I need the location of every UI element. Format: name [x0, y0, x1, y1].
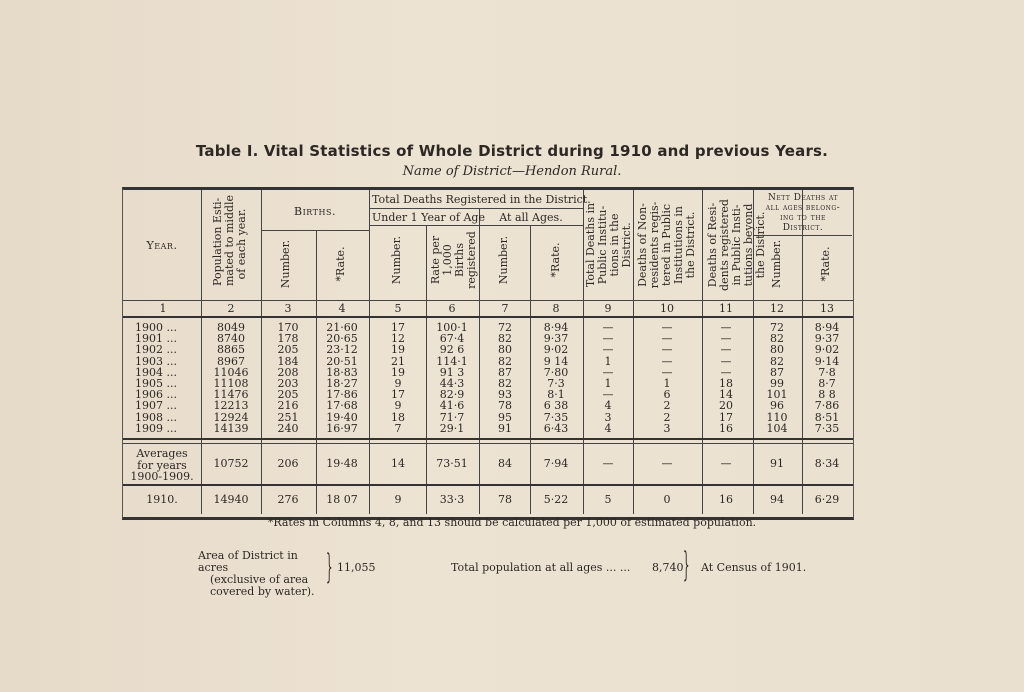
- table-cell: —: [602, 343, 614, 357]
- table-cell: 170: [277, 321, 299, 334]
- table-cell: 82: [770, 332, 784, 346]
- non-residents-header: Deaths of Non- residents regis- tered in Public Institutions in the District.: [636, 201, 697, 289]
- column-number: 9: [604, 302, 612, 315]
- table-cell: 11476: [213, 388, 249, 402]
- table-cell: 19: [391, 365, 405, 379]
- table-cell: 205: [277, 388, 299, 402]
- table-cell: 3: [663, 421, 671, 435]
- table-cell: 33·3: [439, 493, 465, 506]
- table-cell: 9 14: [543, 354, 569, 368]
- population-header: Population Esti- mated to middle of each year.: [211, 194, 248, 286]
- table-cell: 8·94: [814, 321, 840, 334]
- under1-header: Under 1 Year of Age: [372, 211, 485, 224]
- table-cell: 21·60: [326, 321, 358, 334]
- table-cell: 114·1: [436, 354, 468, 368]
- table-cell: 17: [391, 388, 405, 402]
- table-cell: 2: [663, 410, 671, 424]
- table-cell: 12: [391, 332, 405, 346]
- table-cell: 8·1: [547, 388, 565, 402]
- table-cell: 240: [277, 421, 299, 435]
- column-number: 10: [660, 302, 674, 315]
- table-cell-year: 1903 ...: [135, 354, 177, 368]
- table-cell: 203: [277, 377, 299, 390]
- table-cell: 72: [498, 321, 512, 334]
- nett-deaths-header: Nett Deaths at all ages belong- ing to the District.: [765, 193, 841, 233]
- table-cell: 18·27: [326, 377, 358, 390]
- table-cell: —: [602, 388, 614, 402]
- table-cell: 7·86: [814, 399, 840, 413]
- table-cell: 276: [277, 493, 299, 506]
- table-cell: 11046: [213, 365, 249, 379]
- table-cell: 82·9: [439, 388, 465, 402]
- table-cell: 18: [391, 410, 405, 424]
- table-cell: 9·37: [543, 332, 569, 346]
- table-cell: 19·48: [326, 457, 358, 470]
- table-cell: 93: [498, 388, 512, 402]
- table-cell: 17: [391, 321, 405, 334]
- table-cell: 80: [770, 343, 784, 357]
- brace-right: }: [683, 545, 690, 585]
- table-cell: 16: [719, 421, 733, 435]
- nett-rate-header: *Rate.: [819, 246, 832, 282]
- table-cell: 7·80: [543, 365, 569, 379]
- table-cell: 14: [719, 388, 733, 402]
- column-number: 11: [719, 302, 733, 315]
- area-label: Area of District in acres (exclusive of area covered by water).: [198, 549, 315, 598]
- column-number: 3: [284, 302, 292, 315]
- table-cell: 8740: [217, 332, 245, 346]
- table-cell-year: 1900 ...: [135, 321, 177, 334]
- all-ages-rate-header: *Rate.: [549, 242, 562, 278]
- table-cell: 1: [663, 377, 671, 390]
- table-cell: 9: [394, 399, 402, 413]
- table-cell: 3: [604, 410, 612, 424]
- table-cell: 8·7: [818, 377, 836, 390]
- table-cell: 9·02: [814, 343, 840, 357]
- table-cell: —: [602, 332, 614, 346]
- table-cell: 20·65: [326, 332, 358, 346]
- table-cell: 9·14: [814, 354, 840, 368]
- table-cell: 82: [498, 354, 512, 368]
- table-cell: 71·7: [439, 410, 465, 424]
- table-cell: 4: [604, 421, 612, 435]
- table-cell: 18: [719, 377, 733, 390]
- table-cell: 19: [391, 343, 405, 357]
- table-cell: 8 8: [818, 388, 836, 402]
- table-cell: 9·02: [543, 343, 569, 357]
- column-number: 12: [770, 302, 784, 315]
- table-cell-year: 1901 ...: [135, 332, 177, 346]
- table-cell: 208: [277, 365, 299, 379]
- table-cell: 10752: [213, 457, 249, 470]
- footnote: *Rates in Columns 4, 8, and 13 should be calculated per 1,000 of estimated population.: [267, 516, 757, 529]
- column-number: 4: [338, 302, 346, 315]
- table-cell: 2: [663, 399, 671, 413]
- table-cell: 29·1: [439, 421, 465, 435]
- table-cell: 251: [277, 410, 299, 424]
- table-cell: 184: [277, 354, 299, 368]
- table-cell: 73·51: [436, 457, 468, 470]
- column-number: 5: [394, 302, 402, 315]
- population-value: 8,740: [652, 561, 684, 574]
- table-cell: —: [661, 365, 673, 379]
- column-number: 13: [820, 302, 834, 315]
- table-cell: —: [720, 332, 732, 346]
- table-cell: 104: [766, 421, 788, 435]
- table-cell-year: 1908 ...: [135, 410, 177, 424]
- table-cell: 20·51: [326, 354, 358, 368]
- births-header: Births.: [294, 205, 336, 218]
- table-cell: —: [720, 321, 732, 334]
- table-cell: 95: [498, 410, 512, 424]
- table-cell: 7: [394, 421, 402, 435]
- table-cell: 9·37: [814, 332, 840, 346]
- column-number: 8: [552, 302, 560, 315]
- area-value: 11,055: [337, 561, 376, 574]
- table-cell: 216: [277, 399, 299, 413]
- table-cell: —: [661, 457, 673, 470]
- column-number: 7: [501, 302, 509, 315]
- table-cell: 1: [604, 354, 612, 368]
- table-cell: 87: [770, 365, 784, 379]
- births-number-header: Number.: [279, 239, 292, 289]
- table-cell: 17: [719, 410, 733, 424]
- averages-label: Averages for years 1900-1909.: [130, 447, 194, 483]
- table-cell: 14940: [213, 493, 249, 506]
- table-cell: 16: [719, 493, 733, 506]
- table-cell: —: [602, 365, 614, 379]
- births-rate-header: *Rate.: [334, 246, 347, 282]
- table-cell: —: [661, 332, 673, 346]
- table-cell: 7·35: [814, 421, 840, 435]
- table-cell: 44·3: [439, 377, 465, 390]
- table-cell: 82: [770, 354, 784, 368]
- table-cell: 6: [663, 388, 671, 402]
- table-cell: 18 07: [326, 493, 358, 506]
- under1-number-header: Number.: [390, 235, 403, 285]
- table-cell: 101: [766, 388, 788, 402]
- all-ages-header: At all Ages.: [499, 211, 563, 224]
- table-cell: —: [720, 457, 732, 470]
- table-cell: 80: [498, 343, 512, 357]
- table-cell: 23·12: [326, 343, 358, 357]
- table-cell: —: [661, 354, 673, 368]
- table-cell: 78: [498, 399, 512, 413]
- table-cell: 1: [604, 377, 612, 390]
- table-cell: 7·35: [543, 410, 569, 424]
- census-note: At Census of 1901.: [701, 561, 807, 574]
- table-cell: 17·86: [326, 388, 358, 402]
- table-cell: 82: [498, 332, 512, 346]
- population-label: Total population at all ages ... ...: [451, 561, 631, 574]
- table-cell: 5: [604, 493, 612, 506]
- table-cell: 20: [719, 399, 733, 413]
- table-cell: —: [720, 354, 732, 368]
- all-ages-number-header: Number.: [497, 235, 510, 285]
- table-cell: 7·94: [543, 457, 569, 470]
- table-cell: 206: [277, 457, 299, 470]
- district-name: Name of District—Hendon Rural.: [402, 164, 622, 179]
- table-cell: 16·97: [326, 421, 358, 435]
- column-number: 6: [448, 302, 456, 315]
- table-cell: 17·68: [326, 399, 358, 413]
- vital-statistics-table: [122, 187, 854, 520]
- table-cell: 84: [498, 457, 512, 470]
- table-cell: 7·8: [818, 365, 836, 379]
- total-deaths-header: Total Deaths Registered in the District.: [372, 193, 591, 206]
- table-cell: 8049: [217, 321, 245, 334]
- table-cell: 8·94: [543, 321, 569, 334]
- table-cell-year: 1905 ...: [135, 377, 177, 390]
- table-cell: 14139: [213, 421, 249, 435]
- table-cell: 178: [277, 332, 299, 346]
- brace-left: }: [326, 547, 333, 587]
- table-cell-year: 1906 ...: [135, 388, 177, 402]
- table-cell: 87: [498, 365, 512, 379]
- table-cell: 6·43: [543, 421, 569, 435]
- table-cell: —: [602, 321, 614, 334]
- table-cell: 94: [770, 493, 784, 506]
- table-cell: 0: [663, 493, 671, 506]
- table-cell: 6·29: [814, 493, 840, 506]
- table-cell: 12924: [213, 410, 249, 424]
- table-cell: 91: [770, 457, 784, 470]
- table-cell: —: [720, 343, 732, 357]
- nett-number-header: Number.: [770, 239, 783, 288]
- table-cell: 110: [766, 410, 788, 424]
- table-cell-year: 1909 ...: [135, 421, 177, 435]
- table-cell: 7·3: [547, 377, 565, 390]
- table-cell: 19·40: [326, 410, 358, 424]
- year-1910-label: 1910.: [146, 493, 178, 506]
- residents-beyond-header: Deaths of Resi- dents registered in Public Insti- tutions beyond the District.: [706, 199, 767, 291]
- year-header: Year.: [146, 239, 178, 252]
- column-number: 1: [159, 302, 167, 315]
- column-number: 2: [227, 302, 235, 315]
- table-cell: —: [661, 321, 673, 334]
- table-cell-year: 1902 ...: [135, 343, 177, 357]
- table-cell: —: [661, 343, 673, 357]
- table-cell-year: 1904 ...: [135, 365, 177, 379]
- table-cell: 100·1: [436, 321, 468, 334]
- public-institutions-header: Total Deaths in Public Institu- tions in the District.: [584, 202, 633, 288]
- table-cell: 8·34: [814, 457, 840, 470]
- table-cell: 67·4: [439, 332, 465, 346]
- table-cell: 4: [604, 399, 612, 413]
- table-cell: 12213: [213, 399, 249, 413]
- table-cell: 82: [498, 377, 512, 390]
- table-cell: 72: [770, 321, 784, 334]
- table-cell: —: [602, 457, 614, 470]
- table-cell: 41·6: [439, 399, 465, 413]
- table-cell: 11108: [213, 377, 249, 390]
- table-cell: 14: [391, 457, 405, 470]
- table-cell: 8967: [217, 354, 245, 368]
- table-cell: 6 38: [543, 399, 569, 413]
- table-cell: 205: [277, 343, 299, 357]
- table-cell: 99: [770, 377, 784, 390]
- table-cell: 78: [498, 493, 512, 506]
- table-cell: 18·83: [326, 365, 358, 379]
- table-cell: 5·22: [543, 493, 569, 506]
- table-cell: 91 3: [439, 365, 465, 379]
- table-cell: 96: [770, 399, 784, 413]
- under1-rate-header: Rate per 1,000 Births registered: [429, 231, 478, 289]
- table-title: Table I. Vital Statistics of Whole District during 1910 and previous Years.: [195, 142, 829, 160]
- table-cell: —: [720, 365, 732, 379]
- table-cell-year: 1907 ...: [135, 399, 177, 413]
- table-cell: 8·51: [814, 410, 840, 424]
- table-cell: 9: [394, 377, 402, 390]
- table-cell: 91: [498, 421, 512, 435]
- table-cell: 9: [394, 493, 402, 506]
- table-cell: 92 6: [439, 343, 465, 357]
- table-cell: 21: [391, 354, 405, 368]
- table-cell: 8865: [217, 343, 245, 357]
